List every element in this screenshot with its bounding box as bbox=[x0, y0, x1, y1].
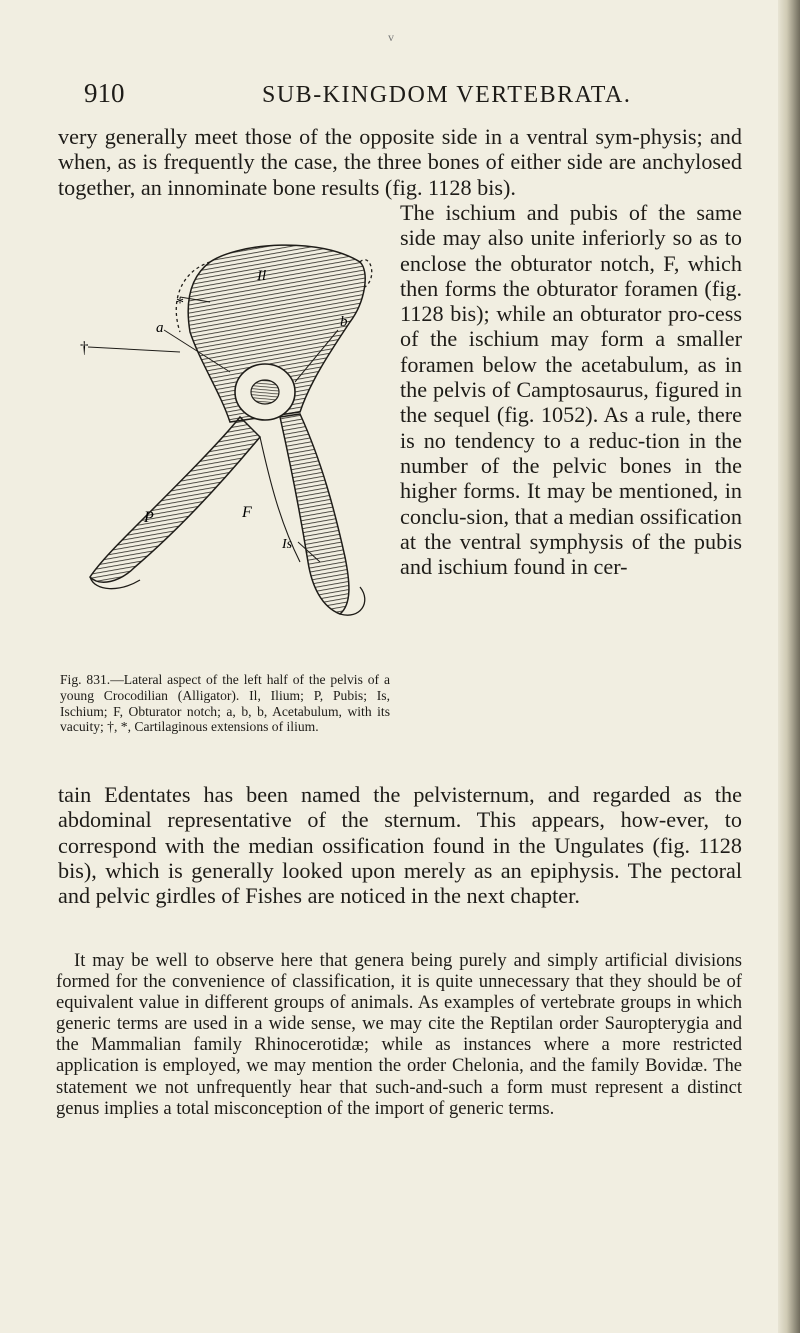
pelvis-illustration bbox=[60, 242, 390, 672]
label-is: Is bbox=[282, 537, 293, 552]
paragraph-continuation bbox=[58, 782, 742, 908]
pelvis-figure bbox=[60, 242, 390, 552]
paragraph-continuation-text: tain Edentates has been named the pelvisternum, and regarded as the abdominal representative of the sternum. This appears, how-ever, to correspond with the median ossification found in the Ungulates (fig. 1128 bis), which is generally looked upon merely as an epiphysis. The pectoral and pelvic girdles of Fishes are noticed in the next chapter. bbox=[58, 782, 742, 909]
footnote-text: It may be well to observe here that genera being purely and simply artificial divisions formed for the convenience of classification, it is quite unnecessary that they should be of equivalent value in different groups of animals. As examples of vertebrate groups in which generic terms are used in a wide sense, we may cite the Reptilan order Sauropterygia and the Mammalian family Rhinocerotidæ; while as instances where a more restricted application is employed, we may mention the order Chelonia, and the family Bovidæ. The statement we not unfrequently hear that such-and-such a form must represent a distinct genus implies a total misconception of the import of generic terms. bbox=[56, 950, 742, 1119]
label-b: b bbox=[340, 314, 348, 330]
paragraph-right-column-text: The ischium and pubis of the same side may also unite inferiorly so as to enclose the obturator notch, F, which then forms the obturator foramen (fig. 1128 bis); while an obturator pro-cess of the ischium may form a smaller foramen below the acetabulum, as in the pelvis of Camptosaurus, figured in the sequel (fig. 1052). As a rule, there is no tendency to a reduc-tion in the number of the pelvic bones in the higher forms. It may be mentioned, in conclu-sion, that a median ossification at the ventral symphysis of the pubis and ischium found in cer- bbox=[400, 200, 742, 580]
figure-caption: Fig. 831.—Lateral aspect of the left half of the pelvis of a young Crocodilian (Alligator). Il, Ilium; P, Pubis; Is, Ischium; F, Obturator notch; a, b, b, Acetabulum, with its vacuity; †, *, Cartilaginous extensions of ilium. bbox=[60, 672, 390, 735]
dagger-leader bbox=[88, 347, 180, 352]
paragraph-right-column bbox=[400, 200, 742, 579]
ischium-shape bbox=[280, 414, 349, 614]
label-a: a bbox=[156, 320, 164, 336]
paragraph-intro bbox=[58, 124, 742, 200]
page-header bbox=[84, 78, 724, 118]
label-p: P bbox=[144, 509, 154, 526]
pubis-shape bbox=[90, 417, 260, 582]
footnote-block bbox=[56, 950, 742, 1119]
label-f: F bbox=[242, 504, 252, 521]
page-edge bbox=[778, 0, 800, 1333]
top-mark: v bbox=[388, 30, 394, 44]
label-star: * bbox=[176, 295, 184, 312]
paragraph-intro-text: very generally meet those of the opposite side in a ventral sym-physis; and when, as is frequently the case, the three bones of either side are anchylosed together, an innominate bone results (fig. 1128 bis). bbox=[58, 124, 742, 200]
page-number: 910 bbox=[84, 78, 125, 108]
label-dagger: † bbox=[80, 338, 89, 357]
running-head: SUB-KINGDOM VERTEBRATA. bbox=[262, 82, 632, 108]
acetabulum-vacuity bbox=[251, 380, 279, 404]
label-il: Il bbox=[257, 268, 267, 284]
